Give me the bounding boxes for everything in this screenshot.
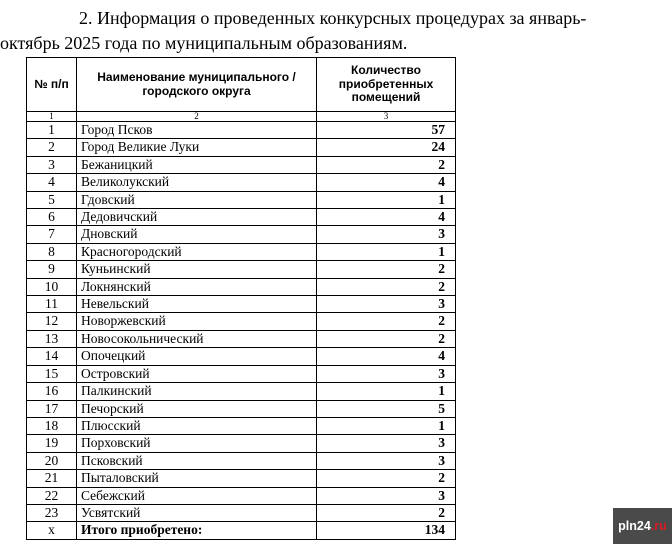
row-premises-count: 3 bbox=[317, 435, 456, 452]
row-premises-count: 2 bbox=[317, 261, 456, 278]
row-number: 23 bbox=[27, 504, 77, 521]
site-watermark bbox=[613, 508, 672, 544]
table-row bbox=[27, 156, 456, 173]
total-label: Итого приобретено: bbox=[77, 522, 317, 539]
table-row bbox=[27, 139, 456, 156]
row-municipality: Дедовичский bbox=[77, 209, 317, 226]
header-number: № п/п bbox=[27, 58, 77, 112]
table-row bbox=[27, 209, 456, 226]
row-number: 17 bbox=[27, 400, 77, 417]
row-number: 6 bbox=[27, 209, 77, 226]
row-premises-count: 2 bbox=[317, 470, 456, 487]
row-number: 15 bbox=[27, 365, 77, 382]
table-row bbox=[27, 330, 456, 347]
table-row bbox=[27, 487, 456, 504]
row-municipality: Куньинский bbox=[77, 261, 317, 278]
row-number: 18 bbox=[27, 417, 77, 434]
row-number: 9 bbox=[27, 261, 77, 278]
row-number: 13 bbox=[27, 330, 77, 347]
row-number: 5 bbox=[27, 191, 77, 208]
table-row bbox=[27, 313, 456, 330]
row-municipality: Псковский bbox=[77, 452, 317, 469]
total-number: x bbox=[27, 522, 77, 539]
table-row bbox=[27, 296, 456, 313]
row-municipality: Великолукский bbox=[77, 174, 317, 191]
total-row bbox=[27, 522, 456, 539]
row-number: 8 bbox=[27, 243, 77, 260]
column-index: 1 bbox=[27, 112, 77, 122]
row-number: 3 bbox=[27, 156, 77, 173]
row-premises-count: 4 bbox=[317, 348, 456, 365]
row-premises-count: 3 bbox=[317, 296, 456, 313]
row-number: 22 bbox=[27, 487, 77, 504]
row-municipality: Палкинский bbox=[77, 383, 317, 400]
row-number: 10 bbox=[27, 278, 77, 295]
table-row bbox=[27, 365, 456, 382]
row-premises-count: 5 bbox=[317, 400, 456, 417]
row-premises-count: 1 bbox=[317, 191, 456, 208]
row-municipality: Опочецкий bbox=[77, 348, 317, 365]
row-premises-count: 2 bbox=[317, 504, 456, 521]
total-value: 134 bbox=[317, 522, 456, 539]
table-row bbox=[27, 191, 456, 208]
row-municipality: Усвятский bbox=[77, 504, 317, 521]
row-premises-count: 57 bbox=[317, 122, 456, 139]
row-premises-count: 3 bbox=[317, 226, 456, 243]
table-row bbox=[27, 504, 456, 521]
row-premises-count: 4 bbox=[317, 174, 456, 191]
row-premises-count: 3 bbox=[317, 452, 456, 469]
header-municipality: Наименование муниципального / городского округа bbox=[77, 58, 317, 112]
row-number: 14 bbox=[27, 348, 77, 365]
row-municipality: Дновский bbox=[77, 226, 317, 243]
table-row bbox=[27, 348, 456, 365]
heading-line-1: 2. Информация о проведенных конкурсных процедурах за январь- bbox=[79, 8, 587, 28]
row-premises-count: 2 bbox=[317, 156, 456, 173]
heading-line-2: октябрь 2025 года по муниципальным образованиям. bbox=[0, 33, 408, 53]
row-municipality: Город Псков bbox=[77, 122, 317, 139]
watermark-accent: .ru bbox=[650, 519, 667, 533]
row-municipality: Островский bbox=[77, 365, 317, 382]
table-row bbox=[27, 452, 456, 469]
header-premises-count: Количество приобретенных помещений bbox=[317, 58, 456, 112]
document-heading bbox=[0, 6, 672, 56]
row-premises-count: 1 bbox=[317, 243, 456, 260]
column-index-row bbox=[27, 112, 456, 122]
row-number: 7 bbox=[27, 226, 77, 243]
watermark-main: pln24 bbox=[618, 519, 651, 533]
row-municipality: Печорский bbox=[77, 400, 317, 417]
row-municipality: Бежаницкий bbox=[77, 156, 317, 173]
row-number: 11 bbox=[27, 296, 77, 313]
row-municipality: Красногородский bbox=[77, 243, 317, 260]
row-municipality: Плюсский bbox=[77, 417, 317, 434]
row-number: 2 bbox=[27, 139, 77, 156]
row-number: 19 bbox=[27, 435, 77, 452]
table-row bbox=[27, 435, 456, 452]
table-row bbox=[27, 278, 456, 295]
table-row bbox=[27, 417, 456, 434]
row-number: 4 bbox=[27, 174, 77, 191]
row-number: 1 bbox=[27, 122, 77, 139]
row-number: 21 bbox=[27, 470, 77, 487]
table-row bbox=[27, 383, 456, 400]
column-index: 3 bbox=[317, 112, 456, 122]
row-number: 16 bbox=[27, 383, 77, 400]
row-municipality: Локнянский bbox=[77, 278, 317, 295]
row-municipality: Невельский bbox=[77, 296, 317, 313]
row-municipality: Новосокольнический bbox=[77, 330, 317, 347]
row-number: 20 bbox=[27, 452, 77, 469]
row-premises-count: 4 bbox=[317, 209, 456, 226]
row-premises-count: 1 bbox=[317, 383, 456, 400]
table-header-row bbox=[27, 58, 456, 112]
row-number: 12 bbox=[27, 313, 77, 330]
municipal-procedures-table bbox=[26, 57, 456, 540]
table-row bbox=[27, 226, 456, 243]
row-municipality: Себежский bbox=[77, 487, 317, 504]
row-municipality: Пыталовский bbox=[77, 470, 317, 487]
table-row bbox=[27, 470, 456, 487]
row-municipality: Порховский bbox=[77, 435, 317, 452]
row-premises-count: 3 bbox=[317, 487, 456, 504]
table-row bbox=[27, 400, 456, 417]
table-row bbox=[27, 122, 456, 139]
row-municipality: Новоржевский bbox=[77, 313, 317, 330]
row-municipality: Гдовский bbox=[77, 191, 317, 208]
row-municipality: Город Великие Луки bbox=[77, 139, 317, 156]
column-index: 2 bbox=[77, 112, 317, 122]
row-premises-count: 1 bbox=[317, 417, 456, 434]
row-premises-count: 2 bbox=[317, 313, 456, 330]
row-premises-count: 2 bbox=[317, 278, 456, 295]
table-row bbox=[27, 243, 456, 260]
row-premises-count: 24 bbox=[317, 139, 456, 156]
row-premises-count: 3 bbox=[317, 365, 456, 382]
row-premises-count: 2 bbox=[317, 330, 456, 347]
table-row bbox=[27, 174, 456, 191]
table-row bbox=[27, 261, 456, 278]
